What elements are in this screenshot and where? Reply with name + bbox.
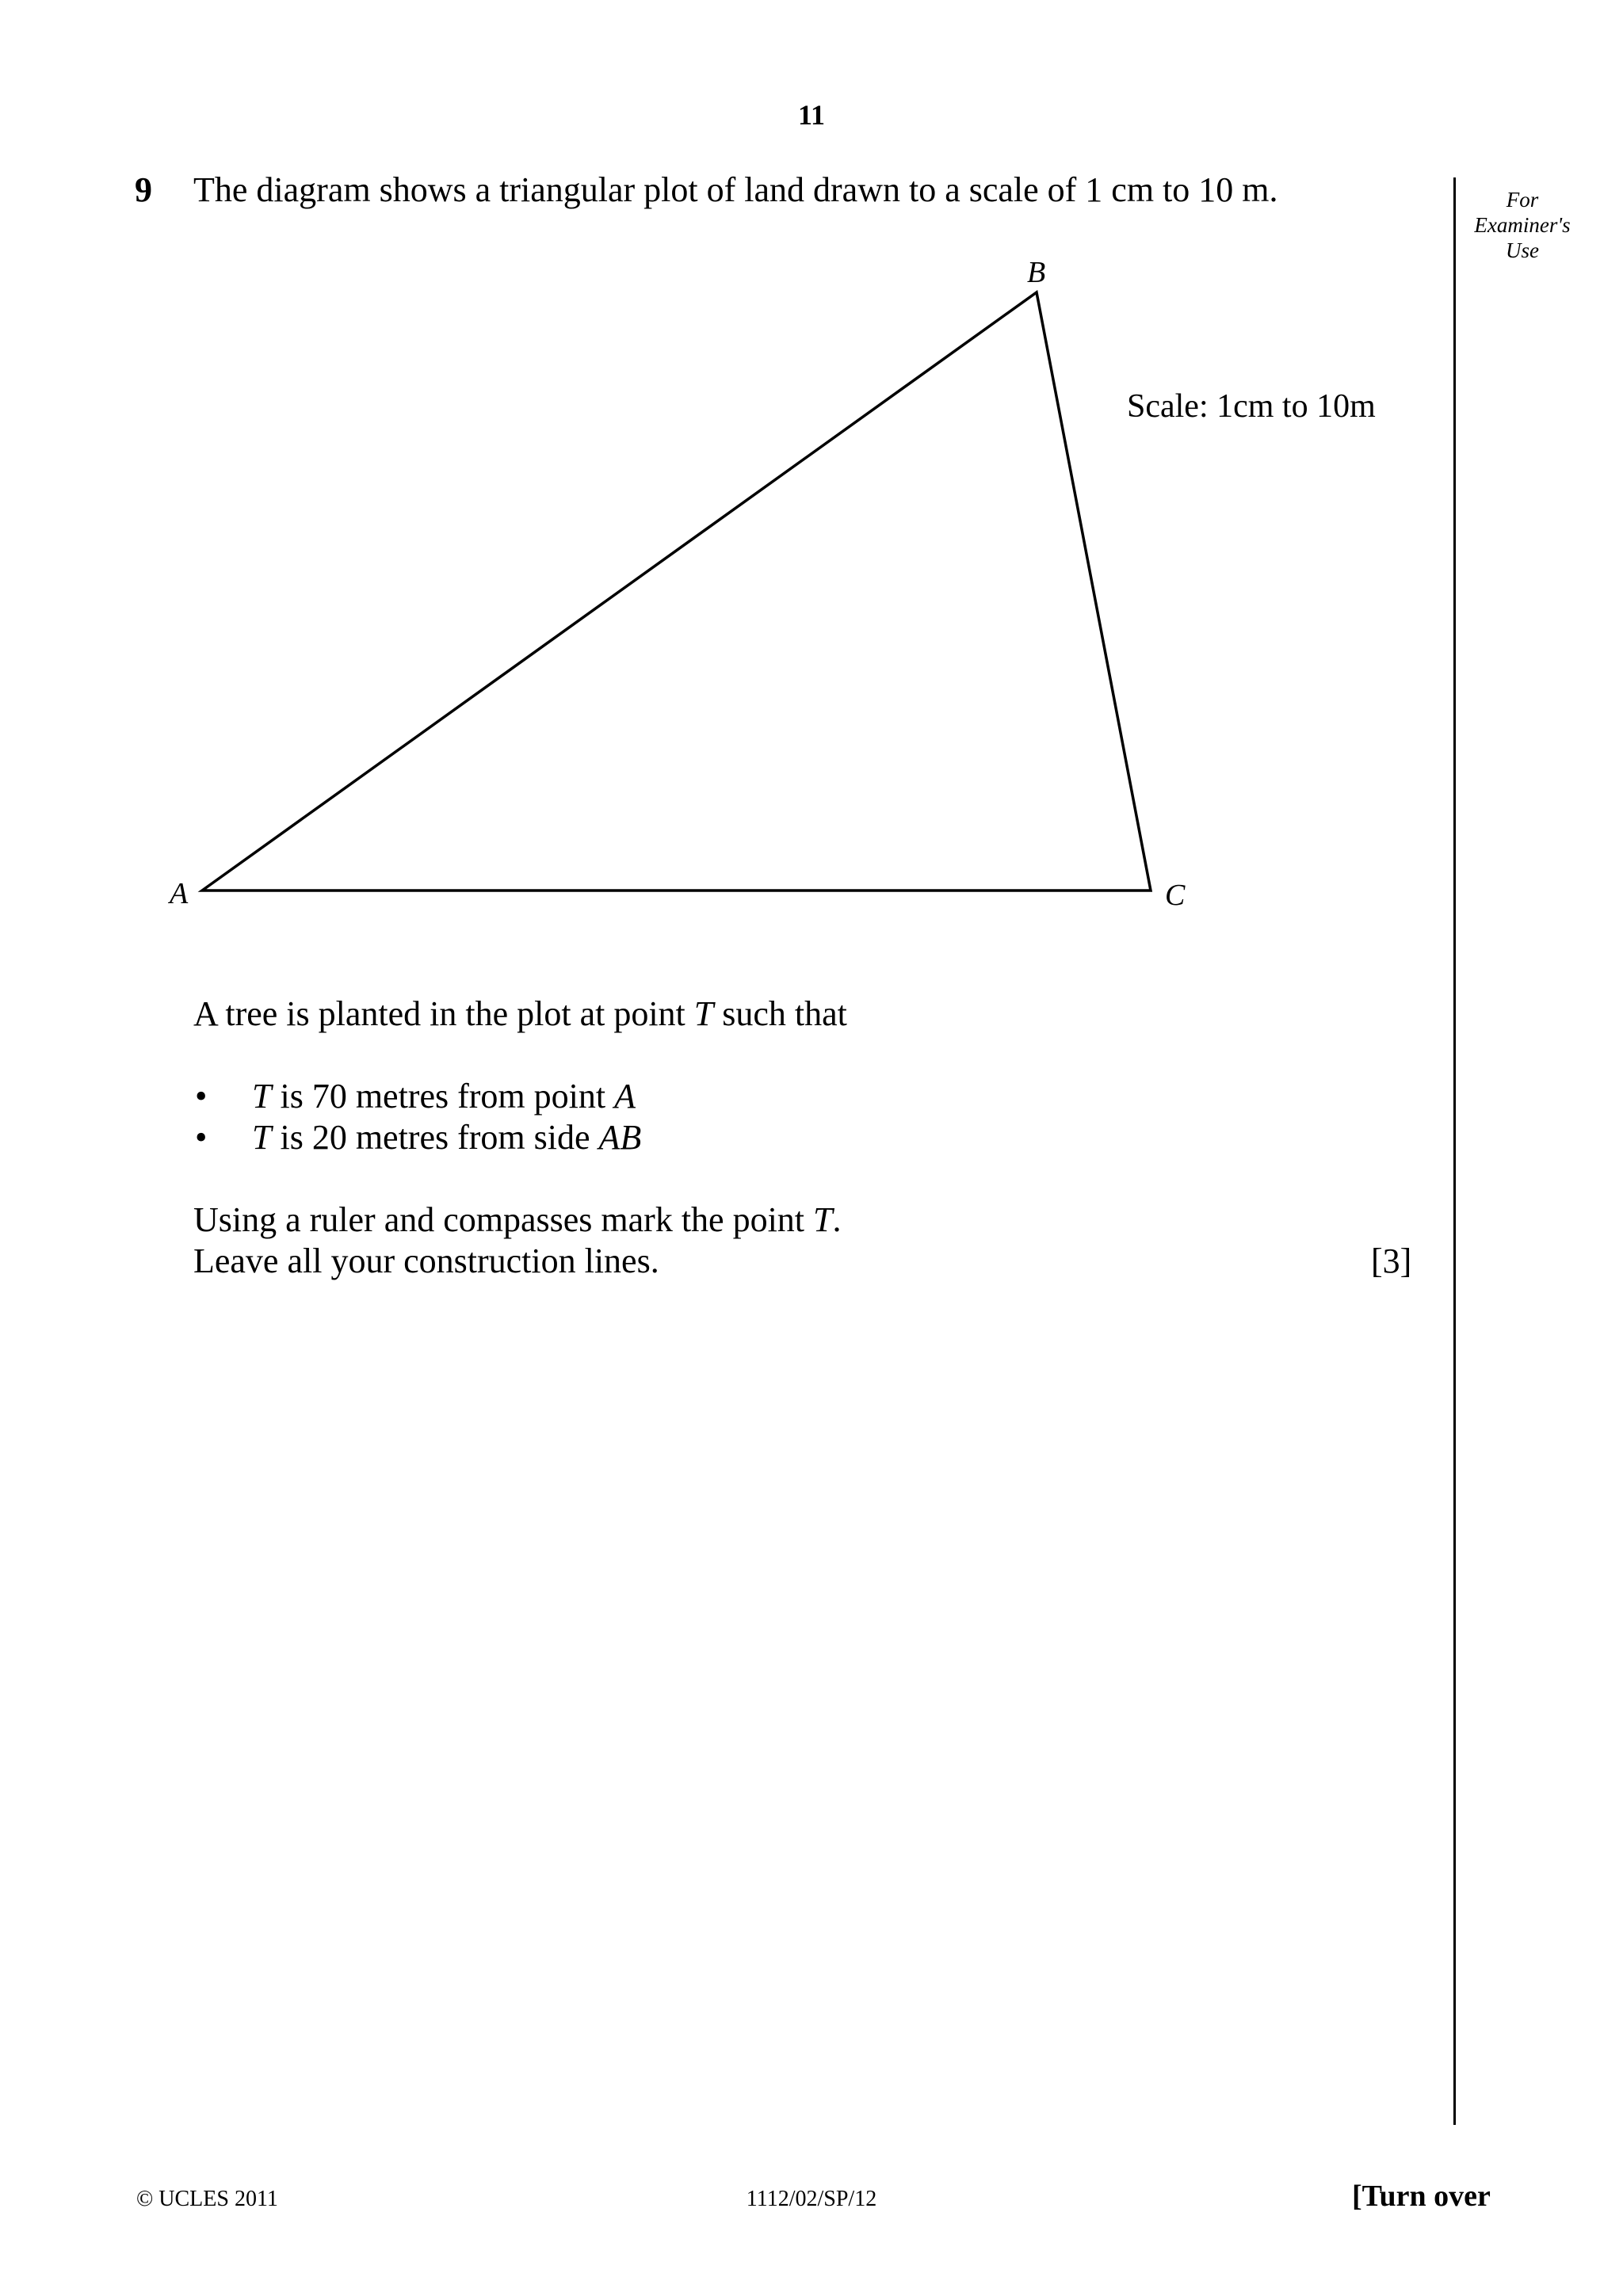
instruction-line-1 [193,1199,842,1240]
instruction-line-2: Leave all your construction lines. [193,1241,659,1280]
footer-turn-over: [Turn over [1352,2180,1491,2213]
vertex-label-a: A [170,877,189,910]
instruction-point: T [813,1200,833,1239]
tree-intro [193,994,847,1034]
scale-label: Scale: 1cm to 10m [1127,388,1376,425]
question-number: 9 [135,170,152,209]
marks-allocation: [3] [1371,1241,1412,1280]
tree-intro-tail: such that [713,994,847,1033]
condition-text: is 20 metres from side [271,1118,599,1157]
condition-item [252,1076,636,1116]
condition-item [252,1117,641,1158]
bullet-icon: • [195,1077,208,1116]
footer-copyright: © UCLES 2011 [136,2187,278,2211]
bullet-icon: • [195,1118,208,1157]
condition-ref: A [614,1077,636,1116]
vertex-label-b: B [1027,256,1046,289]
examiner-label-line-2: Examiner's [1474,213,1571,237]
vertex-label-c: C [1165,879,1186,912]
triangle-abc [202,292,1151,891]
footer-paper-code: 1112/02/SP/12 [746,2187,877,2211]
condition-point: T [252,1077,272,1116]
condition-ref: AB [598,1118,642,1157]
condition-text: is 70 metres from point [271,1077,615,1116]
examiner-label-line-1: For [1506,188,1539,212]
tree-intro-lead: A tree is planted in the plot at point [193,994,694,1033]
question-intro: The diagram shows a triangular plot of land drawn to a scale of 1 cm to 10 m. [193,170,1278,209]
page-number: 11 [797,99,825,131]
tree-intro-point: T [693,994,714,1033]
instruction-lead: Using a ruler and compasses mark the point [193,1200,814,1239]
condition-point: T [252,1118,272,1157]
examiner-label-line-3: Use [1506,238,1539,262]
instruction-tail: . [832,1200,842,1239]
triangle-diagram [0,0,1623,998]
